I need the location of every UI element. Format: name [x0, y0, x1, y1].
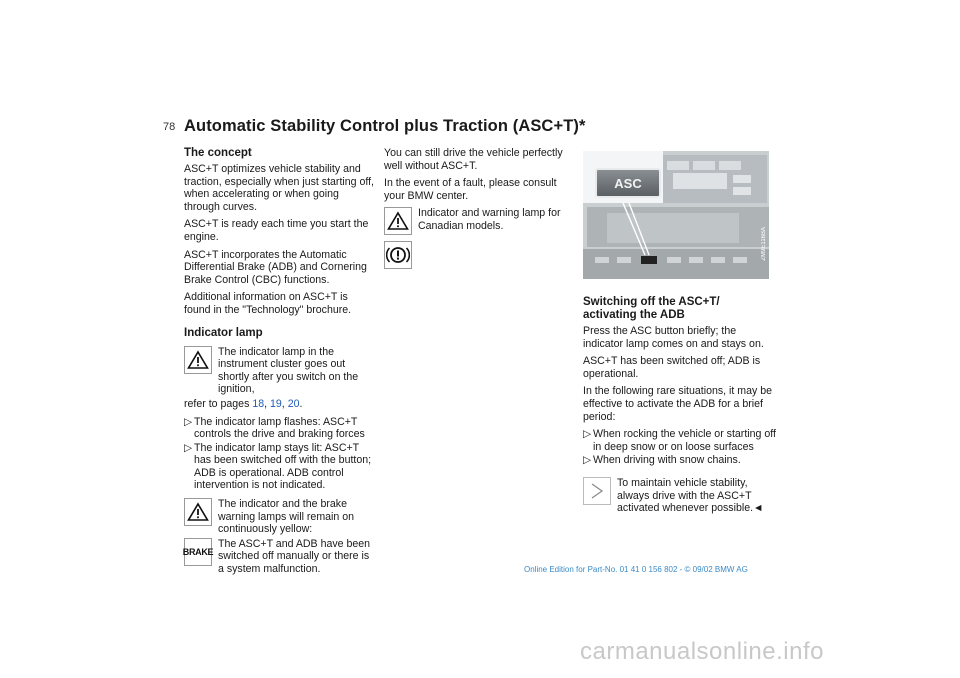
- paragraph: Press the ASC button briefly; the indicator lamp comes on and stays on.: [583, 325, 764, 350]
- indicator-intro-block: [184, 346, 374, 396]
- column-left: [184, 147, 374, 578]
- bullet-arrow-icon: ▷: [583, 428, 592, 441]
- section-heading-indicator: Indicator lamp: [184, 326, 263, 339]
- list-item: ▷ The indicator lamp stays lit: ASC+T has been switched off with the button; ADB is operational. ADB control intervention is not indicated.: [184, 441, 372, 492]
- asc-button: ASC: [595, 168, 661, 198]
- circle-exclamation-icon: [384, 241, 412, 269]
- bullet-arrow-icon: ▷: [184, 415, 193, 428]
- asc-button-photo: [583, 151, 769, 279]
- paragraph: In the event of a fault, please consult your BMW center.: [384, 177, 557, 202]
- page-number: 78: [163, 121, 176, 133]
- paragraph: ASC+T incorporates the Automatic Differential Brake (ADB) and Cornering Brake Control (CBC) functions.: [184, 248, 367, 286]
- paragraph: In the following rare situations, it may be effective to activate the ADB for a brief period:: [583, 385, 773, 423]
- end-mark-icon: ◄: [753, 502, 764, 515]
- page-title: Automatic Stability Control plus Traction (ASC+T)*: [184, 117, 586, 135]
- brake-lamp-block: BRAKE The ASC+T and ADB have been switched off manually or there is a system malfunction.: [182, 537, 371, 576]
- warning-lamp-block: The indicator and the brake warning lamps will remain on continuously yellow:: [184, 498, 374, 536]
- page-link-20[interactable]: 20: [287, 397, 300, 410]
- paragraph: You can still drive the vehicle perfectly well without ASC+T.: [384, 147, 563, 172]
- section-heading-switching: Switching off the ASC+T/ activating the ADB: [583, 296, 720, 321]
- page-reference: refer to pages 18, 19, 20.: [184, 397, 303, 410]
- paragraph: ASC+T is ready each time you start the engine.: [184, 218, 369, 243]
- watermark: carmanualsonline.info: [580, 638, 824, 665]
- triangle-exclamation-icon: [184, 346, 212, 374]
- bullet-arrow-icon: ▷: [583, 454, 592, 467]
- paragraph: ASC+T optimizes vehicle stability and traction, especially when just starting off, when accelerating or when going through curves.: [184, 163, 374, 213]
- note-block: To maintain vehicle stability, always drive with the ASC+T activated whenever possible.◄: [583, 477, 779, 515]
- note-arrow-icon: [583, 477, 611, 505]
- paragraph: Additional information on ASC+T is found in the "Technology" brochure.: [184, 291, 352, 316]
- footer-edition: Online Edition for Part-No. 01 41 0 156 802 - © 09/02 BMW AG: [524, 565, 748, 574]
- brake-warning-icon: BRAKE: [184, 538, 212, 566]
- triangle-exclamation-icon: [184, 498, 212, 526]
- photo-code: ZM9E116BA: [761, 227, 767, 261]
- bullet-arrow-icon: ▷: [184, 441, 193, 454]
- list-item: ▷ The indicator lamp flashes: ASC+T controls the drive and braking forces: [184, 415, 365, 441]
- section-heading-concept: The concept: [184, 147, 252, 159]
- canadian-lamp-block: Indicator and warning lamp for Canadian models.: [384, 207, 574, 239]
- triangle-exclamation-icon: [384, 207, 412, 235]
- list-item: ▷ When rocking the vehicle or starting off in deep snow or on loose surfaces: [583, 428, 776, 453]
- paragraph: ASC+T has been switched off; ADB is operational.: [583, 355, 761, 380]
- canadian-icon-row: [384, 241, 574, 271]
- indicator-intro-text: The indicator lamp in the instrument cluster goes out shortly after you switch on the ignition,: [218, 345, 359, 396]
- list-item: ▷ When driving with snow chains.: [583, 454, 741, 467]
- page-link-19[interactable]: 19: [270, 397, 282, 410]
- page-link-18[interactable]: 18: [252, 397, 265, 410]
- column-middle: [384, 147, 574, 271]
- column-right: [583, 296, 779, 517]
